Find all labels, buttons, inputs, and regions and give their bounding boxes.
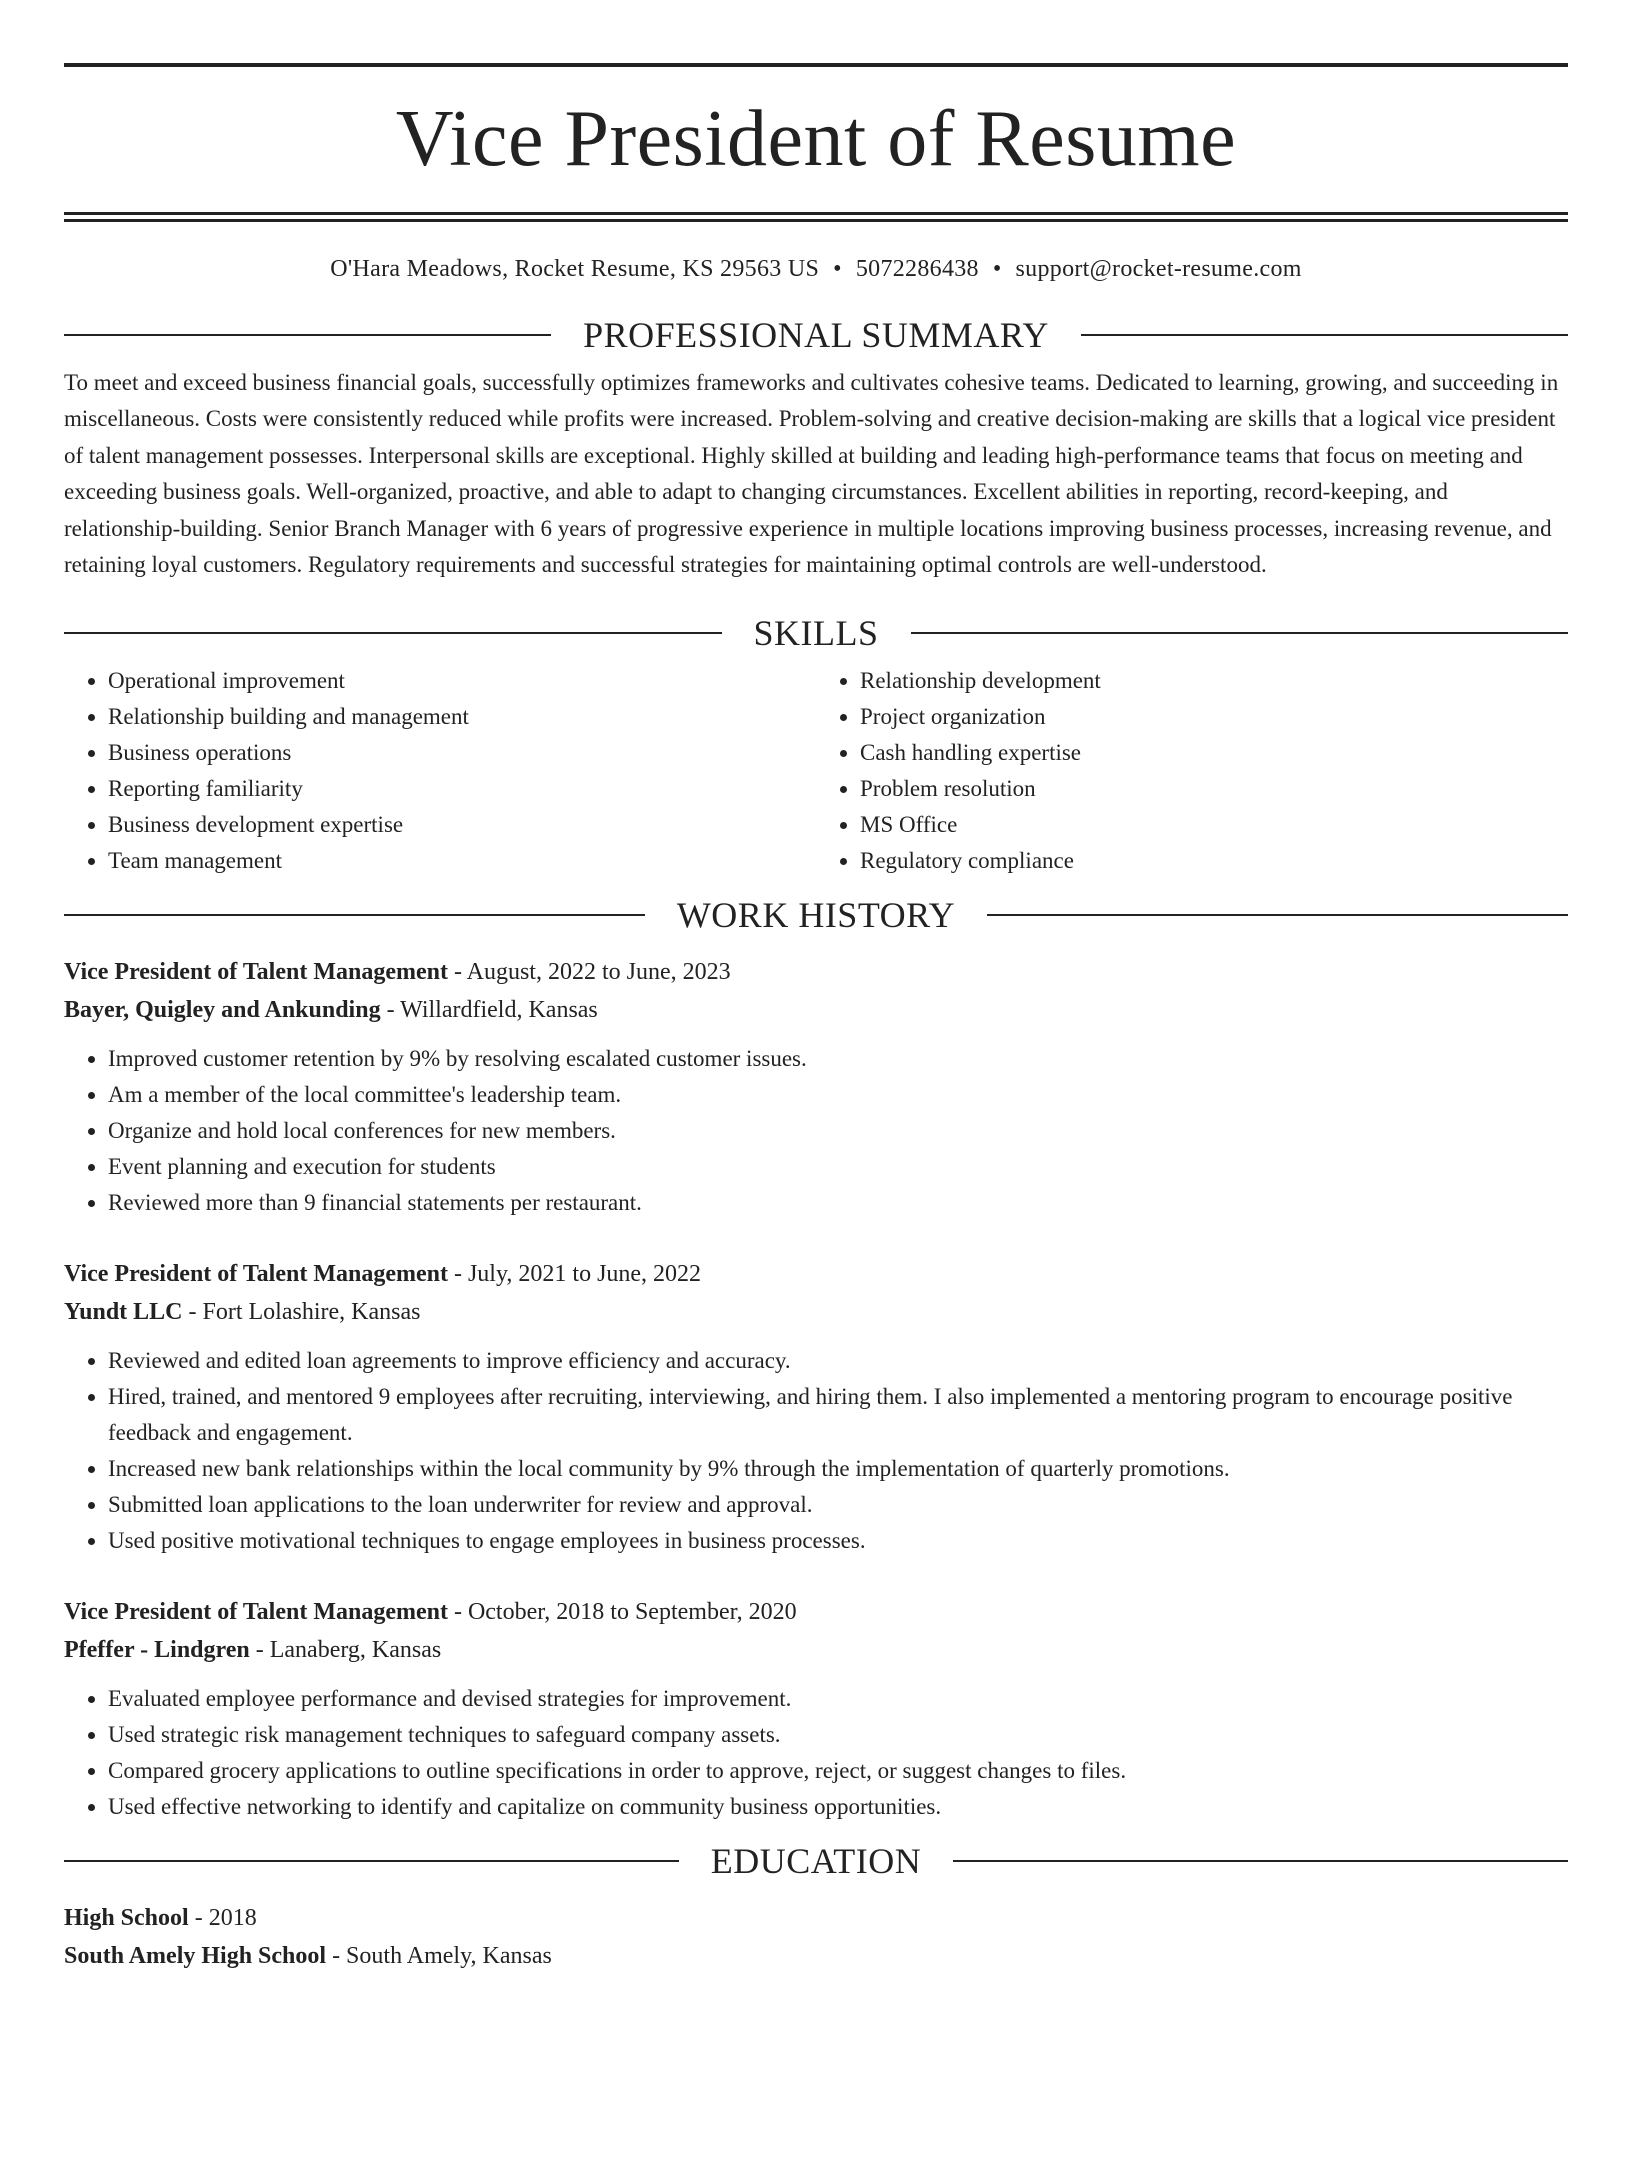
job-bullet: • Evaluated employee performance and devised strategies for improvement. <box>108 1681 1568 1717</box>
contact-line <box>64 254 1568 284</box>
job-company-line <box>64 1631 1568 1669</box>
work-heading: WORK HISTORY <box>676 895 956 936</box>
job-title: Vice President of Talent Management <box>64 1599 448 1626</box>
skill-item: • Project organization <box>860 699 1568 735</box>
job-dates: - August, 2022 to June, 2023 <box>447 959 731 986</box>
education-year: - 2018 <box>188 1905 257 1932</box>
job-location: - Fort Lolashire, Kansas <box>182 1299 421 1326</box>
education-school-line <box>64 1937 1568 1975</box>
summary-text: To meet and exceed business financial goals, successfully optimizes frameworks and cultivates cohesive teams. Dedicated to learning, growing, and succeeding in miscellaneous. Costs were consistently reduced while profits were increased. Problem-solving and creative decision-making are skills that a logical vice president of talent management possesses. Interpersonal skills are exceptional. Highly skilled at building and leading high-performance teams that focus on meeting and exceeding business goals. Well-organized, proactive, and able to adapt to changing circumstances. Excellent abilities in reporting, record-keeping, and relationship-building. Senior Branch Manager with 6 years of progressive experience in multiple locations improving business processes, increasing revenue, and retaining loyal customers. Regulatory requirements and successful strategies for maintaining optimal controls are well-understood. <box>64 370 1559 578</box>
contact-separator: • <box>992 256 1002 282</box>
education-section-header <box>64 1841 1568 1881</box>
skill-item: • Relationship development <box>860 663 1568 699</box>
education-school: South Amely High School <box>64 1943 327 1970</box>
contact-separator: • <box>833 256 842 282</box>
job-entry <box>64 953 1568 1221</box>
job-bullets <box>64 1041 1568 1221</box>
job-entry <box>64 1255 1568 1559</box>
contact-phone: 5072286438 <box>855 256 979 282</box>
contact-email: support@rocket-resume.com <box>1015 256 1302 282</box>
job-company-line <box>64 1293 1568 1331</box>
job-bullet: • Reviewed and edited loan agreements to improve efficiency and accuracy. <box>108 1343 1568 1379</box>
job-bullet: • Increased new bank relationships within the local community by 9% through the implementation of quarterly promotions. <box>108 1451 1568 1487</box>
skills-list-left <box>64 663 816 879</box>
skill-item: • Cash handling expertise <box>860 735 1568 771</box>
skill-item: • Operational improvement <box>108 663 816 699</box>
education-location: - South Amely, Kansas <box>326 1943 552 1970</box>
contact-address: O'Hara Meadows, Rocket Resume, KS 29563 US <box>330 256 820 282</box>
education-heading: EDUCATION <box>710 1841 922 1882</box>
job-bullet: • Organize and hold local conferences for new members. <box>108 1113 1568 1149</box>
job-dates: - October, 2018 to September, 2020 <box>447 1599 797 1626</box>
job-bullet: • Improved customer retention by 9% by resolving escalated customer issues. <box>108 1041 1568 1077</box>
resume-name: Vice President of Resume <box>395 95 1237 183</box>
education-degree: High School <box>64 1905 189 1932</box>
job-title-line <box>64 1255 1568 1293</box>
divider-line <box>64 1860 679 1862</box>
job-title: Vice President of Talent Management <box>64 1261 448 1288</box>
job-bullet: • Compared grocery applications to outline specifications in order to approve, reject, or suggest changes to files. <box>108 1753 1568 1789</box>
job-bullets <box>64 1681 1568 1825</box>
job-bullets <box>64 1343 1568 1559</box>
skill-item: • MS Office <box>860 807 1568 843</box>
divider-line <box>1081 334 1568 336</box>
job-location: - Lanaberg, Kansas <box>249 1637 442 1664</box>
job-bullet: • Hired, trained, and mentored 9 employees after recruiting, interviewing, and hiring them. I also implemented a mentoring program to encourage positive feedback and engagement. <box>108 1379 1568 1451</box>
job-company: Bayer, Quigley and Ankunding <box>64 997 381 1024</box>
skill-item: • Business operations <box>108 735 816 771</box>
divider-line <box>987 914 1568 916</box>
divider-line <box>64 914 645 916</box>
skills-lists <box>64 663 1568 879</box>
job-bullet: • Used strategic risk management techniques to safeguard company assets. <box>108 1717 1568 1753</box>
skill-item: • Regulatory compliance <box>860 843 1568 879</box>
education-entry <box>64 1899 1568 1975</box>
divider-line <box>64 632 722 634</box>
job-bullet: • Submitted loan applications to the loan underwriter for review and approval. <box>108 1487 1568 1523</box>
top-rule <box>64 63 1568 67</box>
skills-section-header <box>64 613 1568 653</box>
job-bullet: • Reviewed more than 9 financial statements per restaurant. <box>108 1185 1568 1221</box>
job-bullet: • Used positive motivational techniques to engage employees in business processes. <box>108 1523 1568 1559</box>
job-title-line <box>64 1593 1568 1631</box>
job-company: Yundt LLC <box>64 1299 183 1326</box>
skill-item: • Team management <box>108 843 816 879</box>
resume-page <box>0 63 1632 2175</box>
skill-item: • Relationship building and management <box>108 699 816 735</box>
job-company: Pfeffer - Lindgren <box>64 1637 250 1664</box>
double-rule <box>64 212 1568 222</box>
divider-line <box>64 334 551 336</box>
job-bullet: • Am a member of the local committee's leadership team. <box>108 1077 1568 1113</box>
skills-list-right <box>816 663 1568 879</box>
job-company-line <box>64 991 1568 1029</box>
summary-heading: PROFESSIONAL SUMMARY <box>583 315 1049 355</box>
skill-item: • Reporting familiarity <box>108 771 816 807</box>
skill-item: • Business development expertise <box>108 807 816 843</box>
job-bullet: • Event planning and execution for students <box>108 1149 1568 1185</box>
divider-line <box>911 632 1569 634</box>
summary-section-header <box>64 315 1568 355</box>
work-section-header <box>64 895 1568 935</box>
skills-heading: SKILLS <box>753 613 879 654</box>
job-dates: - July, 2021 to June, 2022 <box>447 1261 702 1288</box>
job-title-line <box>64 953 1568 991</box>
education-degree-line <box>64 1899 1568 1937</box>
job-bullet: • Used effective networking to identify and capitalize on community business opportunities. <box>108 1789 1568 1825</box>
divider-line <box>953 1860 1568 1862</box>
skill-item: • Problem resolution <box>860 771 1568 807</box>
job-location: - Willardfield, Kansas <box>380 997 598 1024</box>
job-title: Vice President of Talent Management <box>64 959 448 986</box>
job-entry <box>64 1593 1568 1825</box>
